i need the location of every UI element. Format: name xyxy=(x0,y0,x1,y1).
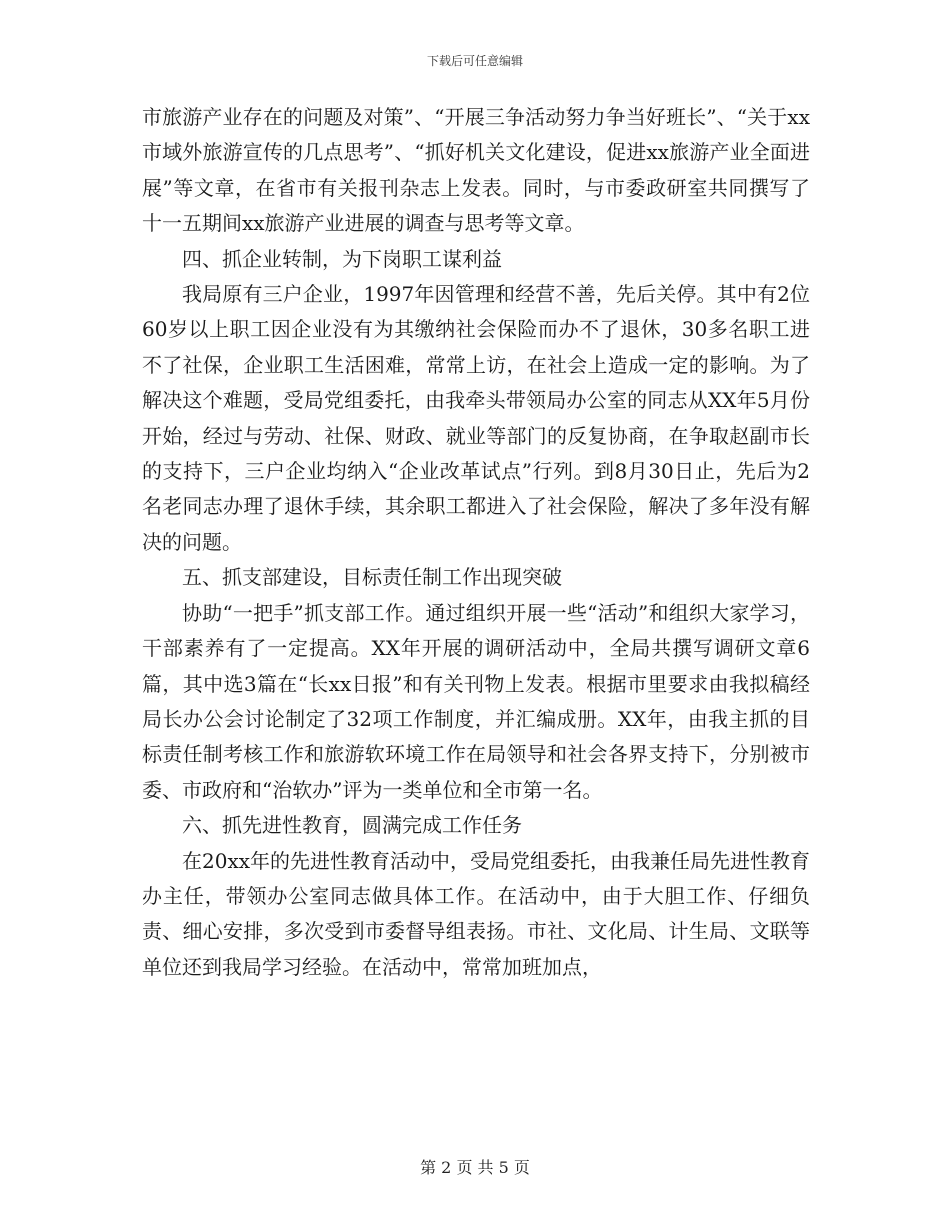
paragraph-continuation: 市旅游产业存在的问题及对策”、“开展三争活动努力争当好班长”、“关于xx市域外旅游宣传的几点思考”、“抓好机关文化建设，促进xx旅游产业全面进展”等文章，在省市有关报刊杂志上发表。同时，与市委政研室共同撰写了十一五期间xx旅游产业进展的调查与思考等文章。 xyxy=(142,105,810,236)
section-heading-5: 五、抓支部建设，目标责任制工作出现突破 xyxy=(182,565,562,590)
section-heading-6: 六、抓先进性教育，圆满完成工作任务 xyxy=(182,813,522,838)
document-body xyxy=(142,100,810,985)
paragraph-advanced-education: 在20xx年的先进性教育活动中，受局党组委托，由我兼任局先进性教育办主任，带领办公室同志做具体工作。在活动中，由于大胆工作、仔细负责、细心安排，多次受到市委督导组表扬。市社、文化局、计生局、文联等单位还到我局学习经验。在活动中，常常加班加点， xyxy=(142,848,811,979)
paragraph-branch-building: 协助“一把手”抓支部工作。通过组织开展一些“活动”和组织大家学习，干部素养有了一定提高。XX年开展的调研活动中，全局共撰写调研文章6篇，其中选3篇在“长xx日报”和有关刊物上发表。根据市里要求由我拟稿经局长办公会讨论制定了32项工作制度，并汇编成册。XX年，由我主抓的目标责任制考核工作和旅游软环境工作在局领导和社会各界支持下，分别被市委、市政府和“治软办”评为一类单位和全市第一名。 xyxy=(142,600,810,802)
paragraph-enterprise-reform: 我局原有三户企业，1997年因管理和经营不善，先后关停。其中有2位60岁以上职工因企业没有为其缴纳社会保险而办不了退休，30多名职工进不了社保，企业职工生活困难，常常上访，在社会上造成一定的影响。为了解决这个难题，受局党组委托，由我牵头带领局办公室的同志从XX年5月份开始，经过与劳动、社保、财政、就业等部门的反复协商，在争取赵副市长的支持下，三户企业均纳入“企业改革试点”行列。到8月30日止，先后为2名老同志办理了退休手续，其余职工都进入了社会保险，解决了多年没有解决的问题。 xyxy=(142,282,810,554)
section-heading-4: 四、抓企业转制，为下岗职工谋利益 xyxy=(182,246,502,271)
page-header: 下载后可任意编辑 xyxy=(426,54,523,68)
page-footer: 第 2 页 共 5 页 xyxy=(420,1158,530,1177)
